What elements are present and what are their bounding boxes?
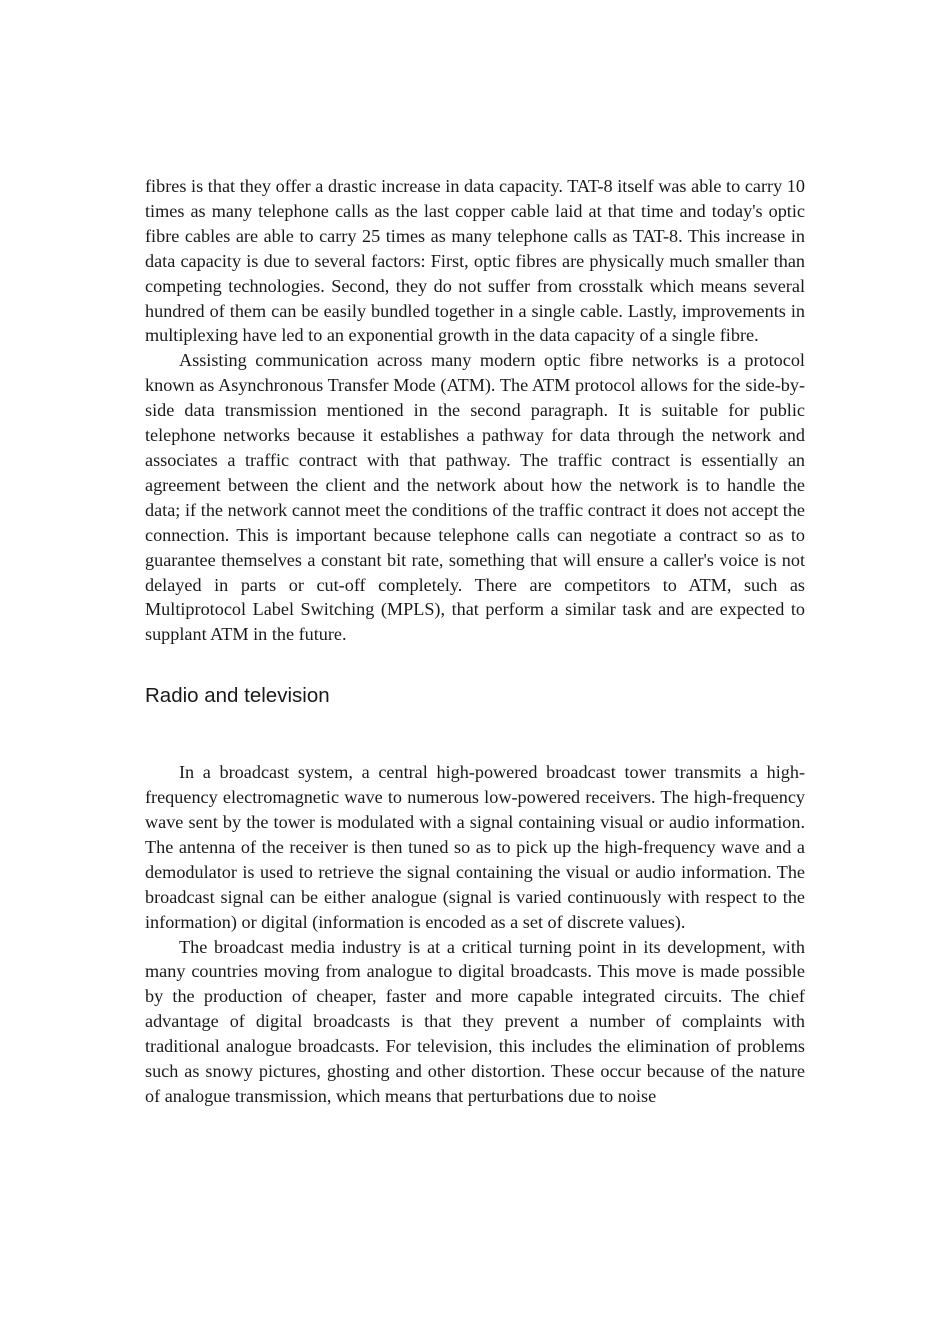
paragraph-atm-protocol: Assisting communication across many modern optic fibre networks is a protocol known as Asynchronous Transfer Mode (ATM). The ATM protocol allows for the side-by-side data transmission mentioned in the second paragraph. It is suitable for public telephone networks because it establishes a pathway for data through the network and associates a traffic contract with that pathway. The traffic contract is essentially an agreement between the client and the network about how the network is to handle the data; if the network cannot meet the conditions of the traffic contract it does not accept the connection. This is important because telephone calls can negotiate a contract so as to guarantee themselves a constant bit rate, something that will ensure a caller's voice is not delayed in parts or cut-off completely. There are competitors to ATM, such as Multiprotocol Label Switching (MPLS), that perform a similar task and are expected to supplant ATM in the future. — [145, 350, 805, 645]
paragraph-digital-broadcasts: The broadcast media industry is at a critical turning point in its development, with many countries moving from analogue to digital broadcasts. This move is made possible by the production of cheaper, faster and more capable integrated circuits. The chief advantage of digital broadcasts is that they prevent a number of complaints with traditional analogue broadcasts. For television, this includes the elimination of problems such as snowy pictures, ghosting and other distortion. These occur because of the nature of analogue transmission, which means that perturbations due to noise — [145, 936, 805, 1106]
document-page — [145, 174, 805, 1109]
section-heading-radio-television: Radio and television — [145, 684, 330, 708]
paragraph-broadcast-system: In a broadcast system, a central high-powered broadcast tower transmits a high-frequency electromagnetic wave to numerous low-powered receivers. The high-frequency wave sent by the tower is modulated with a signal containing visual or audio information. The antenna of the receiver is then tuned so as to pick up the high-frequency wave and a demodulator is used to retrieve the signal containing the visual or audio information. The broadcast signal can be either analogue (signal is varied continuously with respect to the information) or digital (information is encoded as a set of discrete values). — [145, 762, 805, 932]
paragraph-fibre-capacity: fibres is that they offer a drastic increase in data capacity. TAT-8 itself was able to carry 10 times as many telephone calls as the last copper cable laid at that time and today's optic fibre cables are able to carry 25 times as many telephone calls as TAT-8. This increase in data capacity is due to several factors: First, optic fibres are physically much smaller than competing technologies. Second, they do not suffer from crosstalk which means several hundred of them can be easily bundled together in a single cable. Lastly, improvements in multiplexing have led to an exponential growth in the data capacity of a single fibre. — [145, 176, 805, 346]
